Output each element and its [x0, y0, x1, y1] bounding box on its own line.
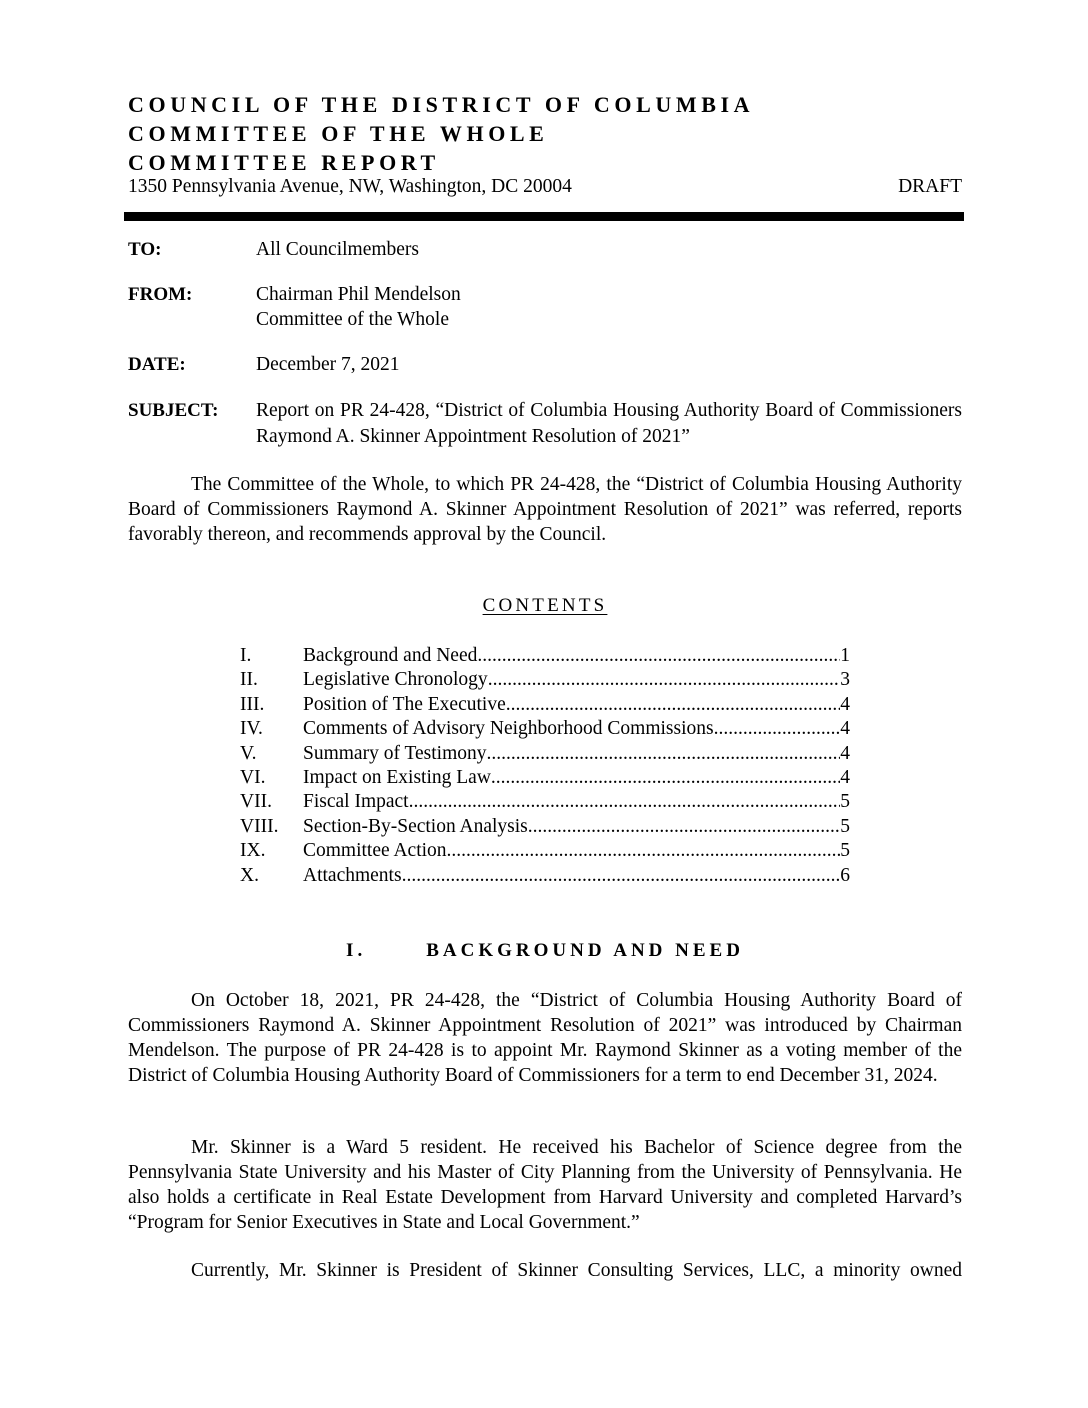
- from-label: FROM:: [128, 284, 193, 305]
- report-heading: COMMITTEE REPORT: [128, 150, 440, 175]
- background-paragraph-3: Currently, Mr. Skinner is President of Skinner Consulting Services, LLC, a minority owned: [191, 1260, 962, 1281]
- toc-entry: [240, 766, 850, 790]
- toc-entry-page: 3: [840, 669, 850, 691]
- toc-entry-title: Comments of Advisory Neighborhood Commissions: [303, 718, 714, 740]
- toc-entry: [240, 644, 850, 668]
- council-heading: COUNCIL OF THE DISTRICT OF COLUMBIA: [128, 92, 755, 117]
- subject-label: SUBJECT:: [128, 400, 219, 421]
- toc-entry-title: Background and Need: [303, 645, 478, 666]
- toc-entry: [240, 839, 850, 863]
- toc-entry-number: V.: [240, 742, 257, 764]
- toc-leader-dots: [402, 864, 841, 888]
- toc-leader-dots: [447, 839, 841, 863]
- toc-entry-page: 5: [840, 815, 850, 837]
- toc-entry: [240, 815, 850, 839]
- header-rule: [124, 212, 964, 221]
- toc-entry-title: Impact on Existing Law: [303, 766, 491, 788]
- toc-entry-number: IX.: [240, 840, 266, 862]
- toc-leader-dots: [477, 644, 840, 668]
- toc-leader-dots: [528, 815, 840, 839]
- toc-entry-page: 4: [840, 766, 850, 788]
- toc-entry-number: X.: [240, 864, 259, 886]
- toc-entry-title: Position of The Executive: [303, 693, 506, 715]
- toc-entry-page: 4: [840, 742, 850, 764]
- toc-entry-number: VII.: [240, 791, 272, 813]
- toc-entry-title: Summary of Testimony: [303, 742, 487, 764]
- toc-entry-page: 4: [840, 718, 850, 740]
- section-heading-background: [128, 938, 962, 964]
- intro-paragraph: The Committee of the Whole, to which PR 24-428, the “District of Columbia Housing Authority Board of Commissioners Raymond A. Skinner Appointment Resolution of 2021” was referred, reports favorably thereon, and recommends approval by the Council.: [128, 474, 962, 545]
- date-value: December 7, 2021: [256, 354, 400, 375]
- toc-entry-page: 5: [840, 840, 850, 862]
- toc-entry: [240, 668, 850, 692]
- toc-entry-number: III.: [240, 693, 265, 715]
- address-row: [128, 174, 962, 200]
- toc-entry-title: Committee Action: [303, 840, 447, 862]
- toc-entry-page: 5: [840, 791, 850, 813]
- toc-entry: [240, 717, 850, 741]
- toc-entry-number: I.: [240, 645, 252, 666]
- contents-title: CONTENTS: [482, 595, 608, 616]
- committee-heading: COMMITTEE OF THE WHOLE: [128, 121, 549, 146]
- toc-leader-dots: [714, 717, 841, 741]
- date-label: DATE:: [128, 354, 186, 375]
- toc-entry: [240, 742, 850, 766]
- contents-heading: [128, 594, 962, 618]
- toc-leader-dots: [491, 766, 840, 790]
- background-paragraph-2: Mr. Skinner is a Ward 5 resident. He received his Bachelor of Science degree from the Pennsylvania State University and his Master of City Planning from the University of Pennsylvania. He also holds a certificate in Real Estate Development from Harvard University and completed Harvard’s “Program for Senior Executives in State and Local Government.”: [128, 1137, 962, 1233]
- table-of-contents: [240, 644, 850, 888]
- toc-entry-page: 1: [840, 645, 850, 666]
- toc-entry-number: VIII.: [240, 815, 279, 837]
- toc-entry-number: VI.: [240, 766, 266, 788]
- address-text: 1350 Pennsylvania Avenue, NW, Washington, DC 20004: [128, 176, 572, 197]
- to-label: TO:: [128, 239, 162, 260]
- from-name: Chairman Phil Mendelson: [256, 284, 461, 305]
- toc-entry-number: II.: [240, 669, 258, 691]
- to-value: All Councilmembers: [256, 239, 420, 260]
- toc-leader-dots: [487, 742, 841, 766]
- toc-entry: [240, 790, 850, 814]
- toc-entry: [240, 693, 850, 717]
- toc-entry-title: Attachments: [303, 864, 402, 886]
- toc-leader-dots: [488, 668, 841, 692]
- toc-entry-title: Legislative Chronology: [303, 669, 488, 691]
- section-number: I.: [346, 940, 367, 961]
- toc-entry-page: 6: [840, 864, 850, 886]
- subject-value: Report on PR 24-428, “District of Columbia Housing Authority Board of Commissioners Raymond A. Skinner Appointment Resolution of 2021”: [256, 400, 962, 447]
- toc-entry-title: Fiscal Impact: [303, 791, 409, 813]
- draft-label: DRAFT: [898, 176, 962, 197]
- toc-entry: [240, 864, 850, 888]
- background-paragraph-1: On October 18, 2021, PR 24-428, the “District of Columbia Housing Authority Board of Commissioners Raymond A. Skinner Appointment Resolution of 2021” was introduced by Chairman Mendelson. The purpose of PR 24-428 is to appoint Mr. Raymond Skinner as a voting member of the District of Columbia Housing Authority Board of Commissioners for a term to end December 31, 2024.: [128, 990, 962, 1086]
- toc-entry-title: Section-By-Section Analysis: [303, 815, 528, 837]
- from-committee: Committee of the Whole: [256, 309, 449, 330]
- toc-entry-number: IV.: [240, 718, 263, 740]
- toc-leader-dots: [409, 790, 841, 814]
- toc-leader-dots: [506, 693, 841, 717]
- section-title: BACKGROUND AND NEED: [426, 940, 744, 961]
- toc-entry-page: 4: [840, 693, 850, 715]
